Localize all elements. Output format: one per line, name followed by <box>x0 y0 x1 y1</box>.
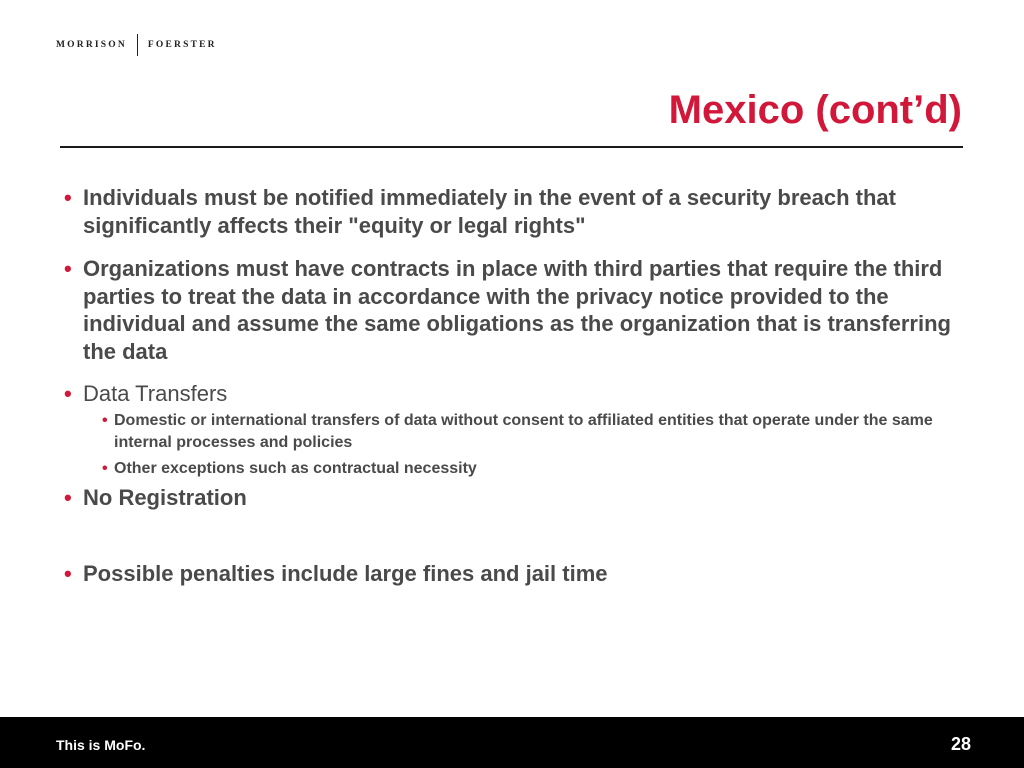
slide-content <box>60 184 960 588</box>
title-rule <box>60 146 963 148</box>
slide-title: Mexico (cont’d) <box>668 88 962 132</box>
bullet-text: Individuals must be notified immediately in the event of a security breach that significantly affects their "equity or legal rights" <box>83 185 896 238</box>
bullet-dot: • <box>64 185 72 210</box>
logo-right-word: FOERSTER <box>147 40 217 50</box>
logo-divider <box>137 34 138 56</box>
bullet-dot: • <box>64 561 72 586</box>
bullet-text: No Registration <box>83 484 247 510</box>
sub-bullet-dot: • <box>102 459 108 477</box>
bullet-text: Data Transfers <box>83 381 228 406</box>
company-logo <box>56 35 217 55</box>
sub-bullet-dot: • <box>102 411 108 429</box>
sub-bullet-item <box>60 410 960 454</box>
footer-tagline: This is MoFo. <box>56 737 146 753</box>
bullet-item <box>60 380 960 408</box>
bullet-dot: • <box>64 484 72 510</box>
bullet-dot: • <box>64 256 72 281</box>
sub-bullet-item <box>60 458 960 480</box>
sub-bullet-text: Other exceptions such as contractual necessity <box>114 459 477 477</box>
bullet-item <box>60 255 960 365</box>
logo-left-word: MORRISON <box>56 40 127 50</box>
bullet-text: Possible penalties include large fines and jail time <box>83 561 608 586</box>
page-number: 28 <box>950 734 971 754</box>
bullet-item <box>60 560 960 588</box>
bullet-item <box>60 184 960 239</box>
bullet-dot: • <box>64 381 72 406</box>
bullet-item <box>60 484 960 512</box>
bullet-text: Organizations must have contracts in place with third parties that require the third parties to treat the data in accordance with the privacy notice provided to the individual and assume the same obligations as the organization that is transferring the data <box>83 256 951 364</box>
sub-bullet-text: Domestic or international transfers of data without consent to affiliated entities that operate under the same internal processes and policies <box>114 411 933 451</box>
footer-bar <box>0 717 1024 768</box>
